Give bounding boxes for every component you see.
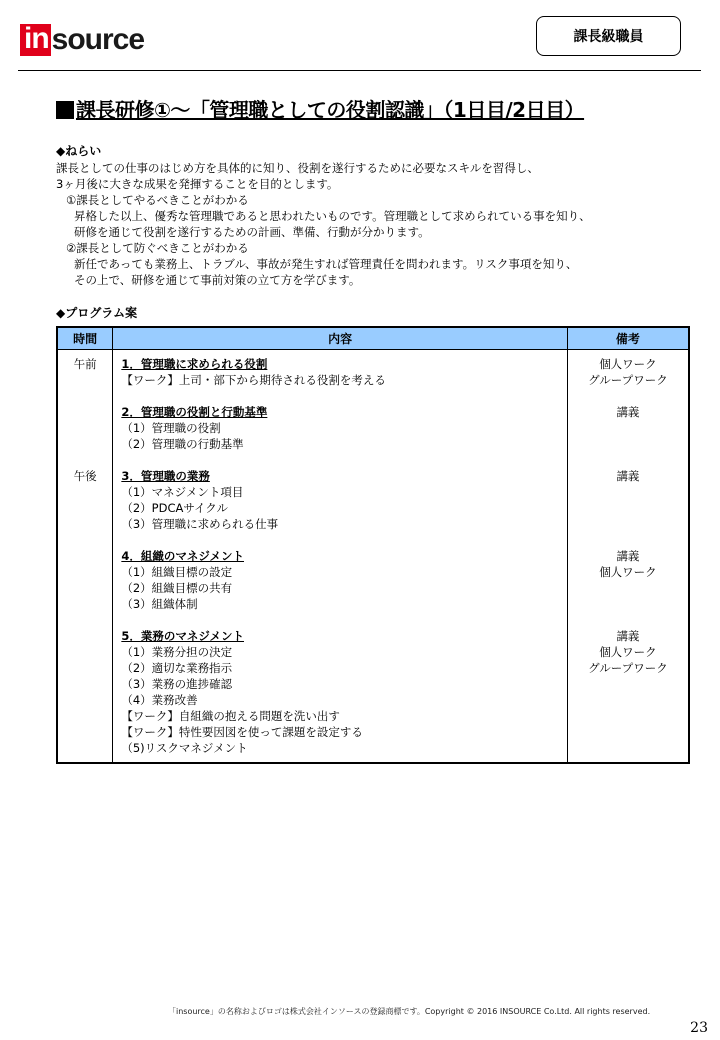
content-cell (113, 349, 568, 763)
list-item: （3）組織体制 (121, 596, 198, 611)
note-item: 個人ワーク (599, 564, 657, 579)
note-item: グループワーク (588, 372, 668, 387)
list-item: （1）マネジメント項目 (121, 484, 244, 499)
aim-line: 研修を通じて役割を遂行するための計画、準備、行動が分かります。 (74, 225, 430, 239)
list-item: （1）業務分担の決定 (121, 644, 233, 659)
section-1-title: 1．管理職に求められる役割 (121, 356, 268, 371)
note-item: 個人ワーク (599, 356, 657, 371)
list-item: （3）業務の進捗確認 (121, 676, 233, 691)
list-item: （1）組織目標の設定 (121, 564, 233, 579)
aim-body (56, 160, 591, 288)
aim-line: 新任であっても業務上、トラブル、事故が発生すれば管理責任を問われます。リスク事項を知り、 (74, 257, 578, 271)
list-item: 【ワーク】上司・部下から期待される役割を考える (121, 372, 386, 387)
header-divider (18, 70, 701, 71)
page-title-text: 課長研修①～「管理職としての役割認識」（1日目/2日目） (76, 98, 585, 122)
list-item: （2）管理職の行動基準 (121, 436, 244, 451)
page-title (56, 94, 696, 123)
logo-wordmark: source (51, 23, 145, 56)
list-item: 【ワーク】特性要因図を使って課題を設定する (121, 724, 363, 739)
aim-point-2: ②課長として防ぐべきことがわかる (66, 241, 249, 255)
note-item: 個人ワーク (599, 644, 657, 659)
insource-logo (20, 24, 144, 56)
time-cell (57, 349, 113, 763)
list-item: （5)リスクマネジメント (121, 740, 248, 755)
list-item: （4）業務改善 (121, 692, 198, 707)
list-item: （2）PDCAサイクル (121, 500, 228, 515)
aim-line: 課長としての仕事のはじめ方を具体的に知り、役割を遂行するために必要なスキルを習得し、 (56, 161, 539, 175)
note-cell (567, 349, 689, 763)
section-5-title: 5．業務のマネジメント (121, 628, 244, 643)
note-item: グループワーク (588, 660, 668, 675)
logo-in-mark: in (20, 24, 51, 56)
note-item: 講義 (616, 468, 640, 483)
black-square-icon (56, 101, 74, 119)
header-time: 時間 (57, 327, 113, 349)
list-item: 【ワーク】自組織の抱える問題を洗い出す (121, 708, 340, 723)
aim-line: その上で、研修を通じて事前対策の立て方を学びます。 (74, 273, 361, 287)
time-pm: 午後 (73, 468, 97, 483)
section-4-title: 4．組織のマネジメント (121, 548, 244, 563)
copyright-footer: 「insource」の名称およびロゴは株式会社インソースの登録商標です。Copyright © 2016 INSOURCE Co.Ltd. All rights reserved. (168, 1007, 651, 1016)
list-item: （2）組織目標の共有 (121, 580, 233, 595)
time-am: 午前 (73, 356, 97, 371)
aim-point-1: ①課長としてやるべきことがわかる (66, 193, 249, 207)
program-heading: ◆プログラム案 (56, 306, 138, 320)
header-note: 備考 (567, 327, 689, 349)
section-2-title: 2．管理職の役割と行動基準 (121, 404, 268, 419)
list-item: （2）適切な業務指示 (121, 660, 233, 675)
target-level-badge: 課長級職員 (536, 16, 681, 56)
table-header-row (57, 327, 689, 349)
note-item: 講義 (616, 404, 640, 419)
aim-heading: ◆ねらい (56, 144, 102, 158)
page-number: 23 (690, 1020, 708, 1036)
aim-line: 3ヶ月後に大きな成果を発揮することを目的とします。 (56, 177, 339, 191)
header-content: 内容 (113, 327, 568, 349)
list-item: （1）管理職の役割 (121, 420, 221, 435)
program-table (56, 326, 690, 764)
note-item: 講義 (616, 628, 640, 643)
list-item: （3）管理職に求められる仕事 (121, 516, 279, 531)
aim-line: 昇格した以上、優秀な管理職であると思われたいものです。管理職として求められている事を知り、 (74, 209, 591, 223)
section-3-title: 3．管理職の業務 (121, 468, 210, 483)
table-row (57, 349, 689, 763)
note-item: 講義 (616, 548, 640, 563)
